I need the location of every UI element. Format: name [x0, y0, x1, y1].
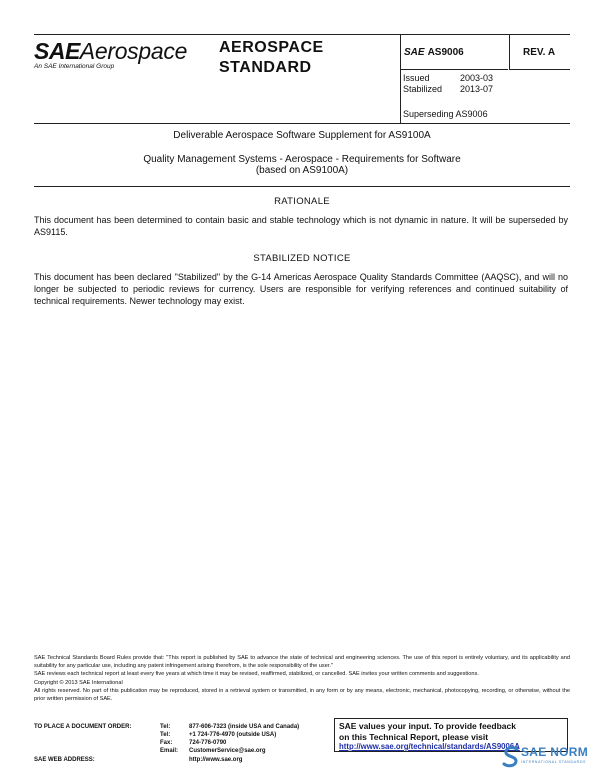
document-number [404, 47, 464, 58]
revision-box [509, 35, 570, 70]
document-number-box [400, 35, 508, 70]
tel2-label: Tel: [160, 732, 171, 738]
footer-copyright: Copyright © 2013 SAE International [34, 679, 123, 686]
order-label: TO PLACE A DOCUMENT ORDER: [34, 724, 132, 730]
issued-row [403, 73, 563, 84]
document-number-value: AS9006 [427, 47, 464, 58]
email-address[interactable]: CustomerService@sae.org [189, 748, 266, 754]
standard-title-line1: AEROSPACE [219, 39, 324, 56]
stabilized-row [403, 84, 563, 95]
logo-aerospace-text: Aerospace [79, 38, 188, 64]
document-dates [403, 73, 563, 95]
sae-norm-watermark [502, 745, 598, 771]
rationale-text: This document has been determined to contain basic and stable technology which is not dynamic in nature. It will be superseded by AS9115. [34, 215, 568, 237]
feedback-link[interactable]: http://www.sae.org/technical/standards/AS9006A [339, 742, 520, 751]
watermark-logo-icon [502, 746, 520, 768]
standard-title [219, 38, 324, 78]
tel-label: Tel: [160, 724, 171, 730]
document-title: Deliverable Aerospace Software Supplement for AS9100A [173, 130, 431, 141]
stabilized-label: Stabilized [403, 84, 443, 94]
stabilized-notice-heading: STABILIZED NOTICE [253, 253, 351, 264]
fax-label: Fax: [160, 740, 173, 746]
footer-review-text: SAE reviews each technical report at least every five years at which time it may be revised, reaffirmed, stabilized, or cancelled. SAE invites your written comments and suggestions. [34, 671, 479, 678]
email-label: Email: [160, 748, 179, 754]
document-title-area [34, 122, 570, 187]
standard-title-line2: STANDARD [219, 59, 312, 76]
logo-subtitle: An SAE International Group [34, 63, 115, 70]
sae-mark-icon: SAE [404, 47, 425, 58]
document-subtitle: Quality Management Systems - Aerospace - Requirements for Software [143, 154, 461, 165]
fax-number: 724-776-0790 [189, 740, 227, 746]
document-header [34, 34, 570, 124]
document-subtitle-basis: (based on AS9100A) [255, 165, 349, 176]
footer-rights-text: All rights reserved. No part of this publication may be reproduced, stored in a retrieval system or transmitted, in any form or by any means, electronic, mechanical, photocopying, recording, or otherwise, without the prior written permission of SAE. [34, 688, 570, 702]
watermark-subtext: INTERNATIONAL STANDARDS [521, 760, 587, 764]
tel-outside-usa: +1 724-776-4970 (outside USA) [189, 732, 277, 738]
stabilized-value: 2013-07 [460, 84, 494, 94]
feedback-line2: on this Technical Report, please visit [339, 731, 489, 742]
tel-inside-usa: 877-606-7323 (inside USA and Canada) [189, 724, 300, 730]
issued-value: 2003-03 [460, 73, 494, 83]
sae-aerospace-logo [34, 38, 204, 78]
issued-label: Issued [403, 73, 430, 83]
rationale-heading: RATIONALE [274, 196, 330, 207]
footer-rules-text: SAE Technical Standards Board Rules provide that: "This report is published by SAE to advance the state of technical and engineering sciences. The use of this report is entirely voluntary, and its applicability and suitability for any particular use, including any patent infringement arising therefrom, is the sole responsibility of the user." [34, 655, 570, 669]
stabilized-notice-text: This document has been declared "Stabilized" by the G-14 Americas Aerospace Quality Standards Committee (AAQSC), and will no longer be subjected to periodic reviews for currency. Users are responsible for verifying references and continued suitability of technical requirements. Newer technology may exist. [34, 272, 568, 306]
superseding-note: Superseding AS9006 [403, 109, 488, 119]
logo-sae-text: SAE [34, 38, 80, 64]
revision-label: REV. A [523, 47, 556, 58]
feedback-line1: SAE values your input. To provide feedback [339, 721, 516, 731]
web-address-label: SAE WEB ADDRESS: [34, 757, 95, 763]
watermark-text: SAE NORM [521, 745, 589, 759]
web-address-link[interactable]: http://www.sae.org [189, 757, 243, 763]
legal-footer [34, 655, 570, 705]
